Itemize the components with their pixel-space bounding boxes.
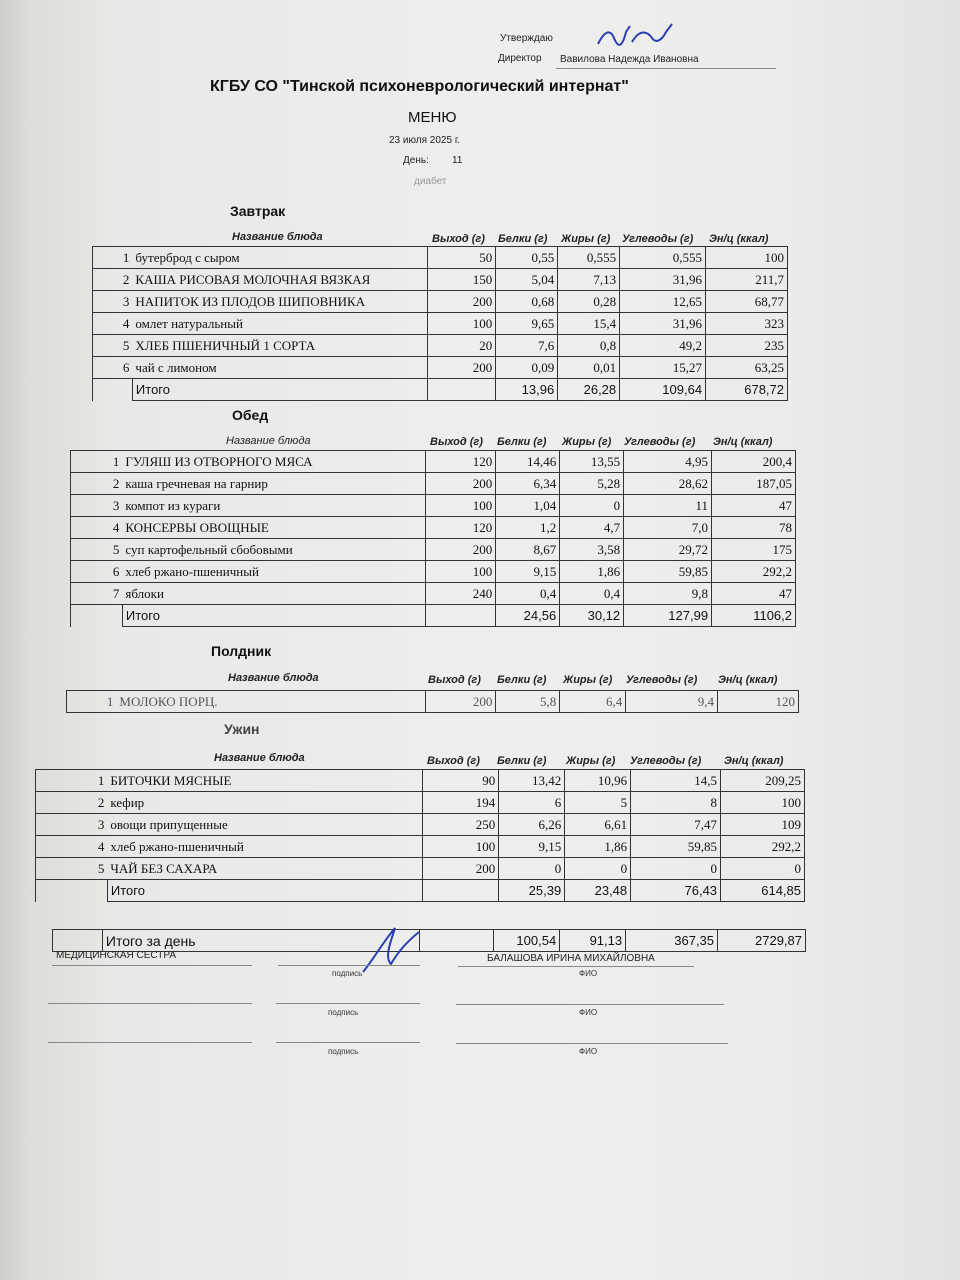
role-line-2 xyxy=(48,1003,252,1004)
breakfast-cell-name: бутерброд с сыром xyxy=(132,247,427,269)
total-label: Итого xyxy=(107,880,423,902)
nurse-signature xyxy=(355,920,425,980)
breakfast-cell-output: 200 xyxy=(428,357,496,379)
lunch-col-carbs: Углеводы (г) xyxy=(624,436,696,448)
breakfast-cell-index: 1 xyxy=(93,247,133,269)
menu-title: МЕНЮ xyxy=(408,109,457,126)
fio-label-1: ФИО xyxy=(579,969,598,978)
breakfast-cell-energy: 211,7 xyxy=(706,269,788,291)
snack-cell-protein: 5,8 xyxy=(496,691,560,713)
breakfast-cell-energy: 68,77 xyxy=(706,291,788,313)
dinner-cell-index: 1 xyxy=(36,770,108,792)
lunch-cell-name: суп картофельный сбобовыми xyxy=(122,539,425,561)
lunch-cell-index: 4 xyxy=(71,517,123,539)
breakfast-row xyxy=(93,247,788,269)
dinner-row xyxy=(36,770,805,792)
snack-row xyxy=(67,691,799,713)
lunch-cell-output: 200 xyxy=(426,473,496,495)
breakfast-cell-output: 200 xyxy=(428,291,496,313)
breakfast-row xyxy=(93,313,788,335)
dinner-cell-protein: 6 xyxy=(499,792,565,814)
lunch-cell-fat: 3,58 xyxy=(560,539,624,561)
lunch-cell-fat: 5,28 xyxy=(560,473,624,495)
dinner-cell-output: 90 xyxy=(423,770,499,792)
lunch-cell-energy: 200,4 xyxy=(712,451,796,473)
lunch-cell-output: 200 xyxy=(426,539,496,561)
lunch-cell-carbs: 29,72 xyxy=(624,539,712,561)
lunch-total-energy: 1106,2 xyxy=(712,605,796,627)
breakfast-cell-energy: 100 xyxy=(706,247,788,269)
lunch-col-fat: Жиры (г) xyxy=(562,436,612,448)
lunch-cell-carbs: 28,62 xyxy=(624,473,712,495)
snack-cell-fat: 6,4 xyxy=(560,691,626,713)
total-label: Итого xyxy=(122,605,425,627)
lunch-cell-carbs: 11 xyxy=(624,495,712,517)
breakfast-cell-index: 4 xyxy=(93,313,133,335)
dinner-cell-carbs: 59,85 xyxy=(631,836,721,858)
lunch-cell-index: 7 xyxy=(71,583,123,605)
lunch-cell-output: 120 xyxy=(426,451,496,473)
dinner-col-protein: Белки (г) xyxy=(497,755,547,767)
breakfast-cell-carbs: 12,65 xyxy=(620,291,706,313)
dinner-col-carbs: Углеводы (г) xyxy=(630,755,702,767)
dinner-table xyxy=(35,769,805,902)
fio-label-3: ФИО xyxy=(579,1047,598,1056)
breakfast-cell-fat: 0,28 xyxy=(558,291,620,313)
breakfast-total-carbs: 109,64 xyxy=(620,379,706,401)
dinner-row xyxy=(36,836,805,858)
breakfast-total-row xyxy=(93,379,788,401)
snack-col-carbs: Углеводы (г) xyxy=(626,674,698,686)
dinner-cell-name: БИТОЧКИ МЯСНЫЕ xyxy=(107,770,423,792)
role-line-3 xyxy=(48,1042,252,1043)
lunch-col-output: Выход (г) xyxy=(430,436,483,448)
breakfast-cell-protein: 0,09 xyxy=(496,357,558,379)
lunch-cell-fat: 0,4 xyxy=(560,583,624,605)
breakfast-row xyxy=(93,335,788,357)
day-total-fat: 91,13 xyxy=(560,930,626,952)
breakfast-row xyxy=(93,357,788,379)
dinner-cell-fat: 0 xyxy=(565,858,631,880)
lunch-cell-protein: 14,46 xyxy=(496,451,560,473)
breakfast-col-carbs: Углеводы (г) xyxy=(622,233,694,245)
sign-label-3: подпись xyxy=(328,1047,359,1056)
breakfast-cell-energy: 63,25 xyxy=(706,357,788,379)
snack-cell-carbs: 9,4 xyxy=(626,691,718,713)
lunch-cell-index: 2 xyxy=(71,473,123,495)
breakfast-cell-output: 150 xyxy=(428,269,496,291)
breakfast-col-name: Название блюда xyxy=(232,231,323,243)
lunch-cell-index: 6 xyxy=(71,561,123,583)
dinner-cell-name: кефир xyxy=(107,792,423,814)
dinner-cell-protein: 13,42 xyxy=(499,770,565,792)
fio-line-1 xyxy=(458,966,694,967)
breakfast-cell-index: 5 xyxy=(93,335,133,357)
dinner-total-fat: 23,48 xyxy=(565,880,631,902)
snack-col-name: Название блюда xyxy=(228,672,319,684)
sign-label-2: подпись xyxy=(328,1008,359,1017)
day-total-protein: 100,54 xyxy=(494,930,560,952)
lunch-row xyxy=(71,495,796,517)
breakfast-cell-protein: 0,55 xyxy=(496,247,558,269)
lunch-col-protein: Белки (г) xyxy=(497,436,547,448)
breakfast-title: Завтрак xyxy=(230,203,286,219)
lunch-cell-output: 100 xyxy=(426,561,496,583)
approve-label: Утверждаю xyxy=(500,33,553,44)
dinner-cell-carbs: 0 xyxy=(631,858,721,880)
lunch-row xyxy=(71,539,796,561)
breakfast-cell-protein: 7,6 xyxy=(496,335,558,357)
day-total-table xyxy=(52,929,806,952)
snack-col-output: Выход (г) xyxy=(428,674,481,686)
lunch-total-fat: 30,12 xyxy=(560,605,624,627)
lunch-cell-carbs: 59,85 xyxy=(624,561,712,583)
breakfast-row xyxy=(93,291,788,313)
dinner-col-output: Выход (г) xyxy=(427,755,480,767)
dinner-cell-energy: 100 xyxy=(721,792,805,814)
breakfast-cell-carbs: 15,27 xyxy=(620,357,706,379)
snack-cell-index: 1 xyxy=(67,691,117,713)
breakfast-cell-carbs: 31,96 xyxy=(620,313,706,335)
lunch-cell-fat: 1,86 xyxy=(560,561,624,583)
lunch-cell-name: КОНСЕРВЫ ОВОЩНЫЕ xyxy=(122,517,425,539)
breakfast-row xyxy=(93,269,788,291)
dinner-col-energy: Эн/ц (ккал) xyxy=(724,755,784,767)
breakfast-col-fat: Жиры (г) xyxy=(561,233,611,245)
director-name: Вавилова Надежда Ивановна xyxy=(560,54,699,65)
breakfast-cell-name: ХЛЕБ ПШЕНИЧНЫЙ 1 СОРТА xyxy=(132,335,427,357)
lunch-cell-protein: 0,4 xyxy=(496,583,560,605)
snack-table xyxy=(66,690,799,713)
dinner-title: Ужин xyxy=(224,721,260,737)
breakfast-cell-carbs: 0,555 xyxy=(620,247,706,269)
dinner-cell-protein: 0 xyxy=(499,858,565,880)
day-label: День: xyxy=(403,155,429,166)
lunch-cell-fat: 4,7 xyxy=(560,517,624,539)
lunch-col-name: Название блюда xyxy=(226,435,311,447)
lunch-total-protein: 24,56 xyxy=(496,605,560,627)
lunch-col-energy: Эн/ц (ккал) xyxy=(713,436,773,448)
dinner-cell-output: 200 xyxy=(423,858,499,880)
lunch-row xyxy=(71,561,796,583)
lunch-cell-fat: 0 xyxy=(560,495,624,517)
fio-line-2 xyxy=(456,1004,724,1005)
snack-col-energy: Эн/ц (ккал) xyxy=(718,674,778,686)
lunch-cell-energy: 175 xyxy=(712,539,796,561)
lunch-row xyxy=(71,583,796,605)
dinner-col-name: Название блюда xyxy=(214,752,305,764)
dinner-cell-name: хлеб ржано-пшеничный xyxy=(107,836,423,858)
breakfast-col-protein: Белки (г) xyxy=(498,233,548,245)
lunch-cell-output: 120 xyxy=(426,517,496,539)
day-total-label: Итого за день xyxy=(102,930,419,952)
dinner-row xyxy=(36,858,805,880)
breakfast-total-fat: 26,28 xyxy=(558,379,620,401)
snack-cell-energy: 120 xyxy=(718,691,799,713)
dinner-cell-fat: 5 xyxy=(565,792,631,814)
lunch-cell-carbs: 9,8 xyxy=(624,583,712,605)
fio-line-3 xyxy=(456,1043,728,1044)
lunch-cell-carbs: 7,0 xyxy=(624,517,712,539)
lunch-cell-index: 5 xyxy=(71,539,123,561)
lunch-cell-name: хлеб ржано-пшеничный xyxy=(122,561,425,583)
dinner-cell-index: 3 xyxy=(36,814,108,836)
lunch-row xyxy=(71,451,796,473)
breakfast-cell-protein: 5,04 xyxy=(496,269,558,291)
lunch-cell-fat: 13,55 xyxy=(560,451,624,473)
lunch-row xyxy=(71,473,796,495)
dinner-cell-energy: 209,25 xyxy=(721,770,805,792)
dinner-cell-index: 4 xyxy=(36,836,108,858)
dinner-cell-fat: 10,96 xyxy=(565,770,631,792)
dinner-cell-energy: 292,2 xyxy=(721,836,805,858)
day-value: 11 xyxy=(452,155,463,166)
dinner-cell-carbs: 14,5 xyxy=(631,770,721,792)
lunch-cell-index: 1 xyxy=(71,451,123,473)
director-signature xyxy=(592,18,682,52)
dinner-cell-fat: 6,61 xyxy=(565,814,631,836)
lunch-cell-energy: 47 xyxy=(712,583,796,605)
breakfast-cell-fat: 7,13 xyxy=(558,269,620,291)
lunch-cell-name: компот из кураги xyxy=(122,495,425,517)
dinner-cell-carbs: 8 xyxy=(631,792,721,814)
dinner-cell-output: 194 xyxy=(423,792,499,814)
breakfast-cell-energy: 323 xyxy=(706,313,788,335)
snack-cell-output: 200 xyxy=(426,691,496,713)
breakfast-cell-output: 100 xyxy=(428,313,496,335)
breakfast-cell-index: 3 xyxy=(93,291,133,313)
breakfast-total-protein: 13,96 xyxy=(496,379,558,401)
total-label: Итого xyxy=(132,379,427,401)
lunch-cell-name: каша гречневая на гарнир xyxy=(122,473,425,495)
dinner-cell-name: овощи припущенные xyxy=(107,814,423,836)
dinner-cell-index: 5 xyxy=(36,858,108,880)
breakfast-cell-name: НАПИТОК ИЗ ПЛОДОВ ШИПОВНИКА xyxy=(132,291,427,313)
signature-role: МЕДИЦИНСКАЯ СЕСТРА xyxy=(56,950,177,961)
day-total-energy: 2729,87 xyxy=(718,930,806,952)
lunch-cell-protein: 8,67 xyxy=(496,539,560,561)
org-title: КГБУ СО "Тинской психоневрологический интернат" xyxy=(210,78,629,95)
fio-label-2: ФИО xyxy=(579,1008,598,1017)
breakfast-cell-index: 2 xyxy=(93,269,133,291)
breakfast-cell-energy: 235 xyxy=(706,335,788,357)
dinner-col-fat: Жиры (г) xyxy=(566,755,616,767)
breakfast-cell-output: 20 xyxy=(428,335,496,357)
breakfast-col-energy: Эн/ц (ккал) xyxy=(709,233,769,245)
lunch-total-row xyxy=(71,605,796,627)
day-total-row xyxy=(53,930,806,952)
breakfast-cell-fat: 15,4 xyxy=(558,313,620,335)
breakfast-cell-index: 6 xyxy=(93,357,133,379)
breakfast-cell-name: омлет натуральный xyxy=(132,313,427,335)
lunch-cell-index: 3 xyxy=(71,495,123,517)
lunch-cell-energy: 292,2 xyxy=(712,561,796,583)
snack-title: Полдник xyxy=(211,643,272,659)
breakfast-cell-output: 50 xyxy=(428,247,496,269)
breakfast-total-energy: 678,72 xyxy=(706,379,788,401)
lunch-cell-protein: 1,04 xyxy=(496,495,560,517)
lunch-cell-energy: 47 xyxy=(712,495,796,517)
lunch-row xyxy=(71,517,796,539)
breakfast-cell-fat: 0,555 xyxy=(558,247,620,269)
lunch-cell-carbs: 4,95 xyxy=(624,451,712,473)
breakfast-cell-carbs: 49,2 xyxy=(620,335,706,357)
breakfast-cell-protein: 0,68 xyxy=(496,291,558,313)
lunch-cell-output: 240 xyxy=(426,583,496,605)
director-underline xyxy=(556,68,776,69)
snack-col-protein: Белки (г) xyxy=(497,674,547,686)
role-line-1 xyxy=(52,965,252,966)
dinner-cell-fat: 1,86 xyxy=(565,836,631,858)
day-total-carbs: 367,35 xyxy=(626,930,718,952)
lunch-total-carbs: 127,99 xyxy=(624,605,712,627)
lunch-cell-energy: 78 xyxy=(712,517,796,539)
lunch-cell-protein: 6,34 xyxy=(496,473,560,495)
dinner-cell-output: 100 xyxy=(423,836,499,858)
lunch-cell-energy: 187,05 xyxy=(712,473,796,495)
dinner-cell-energy: 109 xyxy=(721,814,805,836)
dinner-total-row xyxy=(36,880,805,902)
snack-cell-name: МОЛОКО ПОРЦ. xyxy=(116,691,426,713)
dinner-row xyxy=(36,814,805,836)
dinner-row xyxy=(36,792,805,814)
breakfast-cell-carbs: 31,96 xyxy=(620,269,706,291)
signature-name: БАЛАШОВА ИРИНА МИХАЙЛОВНА xyxy=(487,953,655,964)
breakfast-cell-fat: 0,8 xyxy=(558,335,620,357)
dinner-cell-energy: 0 xyxy=(721,858,805,880)
lunch-cell-output: 100 xyxy=(426,495,496,517)
dinner-cell-protein: 9,15 xyxy=(499,836,565,858)
snack-col-fat: Жиры (г) xyxy=(563,674,613,686)
lunch-cell-protein: 9,15 xyxy=(496,561,560,583)
breakfast-cell-fat: 0,01 xyxy=(558,357,620,379)
breakfast-cell-name: КАША РИСОВАЯ МОЛОЧНАЯ ВЯЗКАЯ xyxy=(132,269,427,291)
lunch-table xyxy=(70,450,796,627)
menu-date: 23 июля 2025 г. xyxy=(389,135,461,146)
sign-line-1 xyxy=(278,965,420,966)
diet-label: диабет xyxy=(414,176,447,187)
breakfast-cell-name: чай с лимоном xyxy=(132,357,427,379)
director-label: Директор xyxy=(498,53,542,64)
dinner-total-energy: 614,85 xyxy=(721,880,805,902)
sign-label-1: подпись xyxy=(332,969,363,978)
lunch-title: Обед xyxy=(232,407,269,423)
dinner-total-carbs: 76,43 xyxy=(631,880,721,902)
dinner-total-protein: 25,39 xyxy=(499,880,565,902)
sign-line-3 xyxy=(276,1042,420,1043)
breakfast-table xyxy=(92,246,788,401)
lunch-cell-protein: 1,2 xyxy=(496,517,560,539)
sign-line-2 xyxy=(276,1003,420,1004)
dinner-cell-name: ЧАЙ БЕЗ САХАРА xyxy=(107,858,423,880)
breakfast-col-output: Выход (г) xyxy=(432,233,485,245)
lunch-cell-name: яблоки xyxy=(122,583,425,605)
dinner-cell-carbs: 7,47 xyxy=(631,814,721,836)
breakfast-cell-protein: 9,65 xyxy=(496,313,558,335)
dinner-cell-protein: 6,26 xyxy=(499,814,565,836)
dinner-cell-output: 250 xyxy=(423,814,499,836)
dinner-cell-index: 2 xyxy=(36,792,108,814)
lunch-cell-name: ГУЛЯШ ИЗ ОТВОРНОГО МЯСА xyxy=(122,451,425,473)
